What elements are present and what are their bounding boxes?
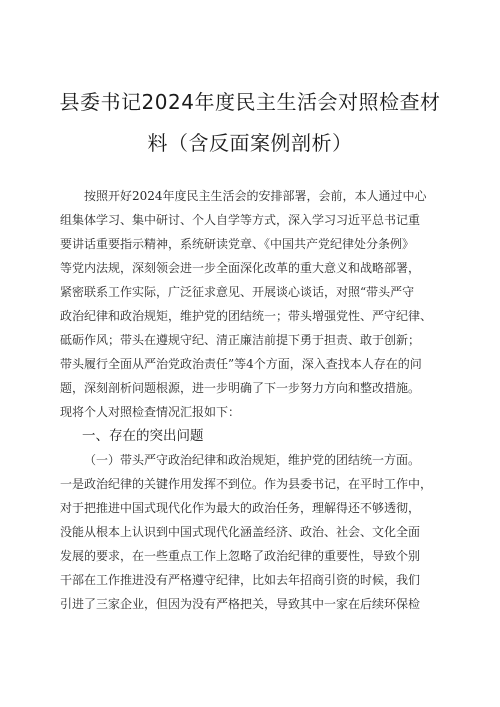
intro-paragraph-line: 现将个人对照检查情况汇报如下： xyxy=(60,405,241,419)
document-title-line-1: 县委书记2024年度民主生活会对照检查材 xyxy=(59,90,441,114)
intro-paragraph-line: 政治纪律和政治规矩，维护党的团结统一；带头增强党性、严守纪律、 xyxy=(60,309,433,323)
section-heading: 一、存在的突出问题 xyxy=(82,428,204,444)
section-paragraph-line: 没能从根本上认识到中国式现代化涵盖经济、政治、社会、文化全面 xyxy=(60,525,421,539)
intro-paragraph-line: 等党内法规，深刻领会进一步全面深化改革的重大意义和战略部署， xyxy=(60,261,421,275)
document-title-line-2: 料（含反面案例剖析） xyxy=(147,131,353,155)
intro-paragraph-line: 按照开好2024年度民主生活会的安排部署，会前，本人通过中心 xyxy=(84,189,427,203)
intro-paragraph-line: 组集体学习、集中研讨、个人自学等方式，深入学习习近平总书记重 xyxy=(60,213,421,227)
section-paragraph-line: 一是政治纪律的关键作用发挥不到位。作为县委书记，在平时工作中， xyxy=(60,477,433,491)
intro-paragraph-line: 要讲话重要指示精神，系统研读党章、《中国共产党纪律处分条例》 xyxy=(60,237,415,251)
section-paragraph-line: 干部在工作推进没有严格遵守纪律，比如去年招商引资的时候，我们 xyxy=(60,573,421,587)
intro-paragraph-line: 带头履行全面从严治党政治责任”等4个方面，深入查找本人存在的问 xyxy=(60,357,422,371)
section-paragraph-line: （一）带头严守政治纪律和政治规矩，维护党的团结统一方面。 xyxy=(84,453,421,467)
intro-paragraph-line: 砥砺作风；带头在遵规守纪、清正廉洁前提下勇于担责、敢于创新； xyxy=(60,333,421,347)
intro-paragraph-line: 紧密联系工作实际，广泛征求意见、开展谈心谈话，对照“带头严守 xyxy=(60,285,415,299)
section-paragraph-line: 对于把推进中国式现代化作为最大的政治任务，理解得还不够透彻， xyxy=(60,501,421,515)
section-paragraph-line: 发展的要求，在一些重点工作上忽略了政治纪律的重要性，导致个别 xyxy=(60,549,421,563)
intro-paragraph-line: 题，深刻剖析问题根源，进一步明确了下一步努力方向和整改措施。 xyxy=(60,381,421,395)
section-paragraph-line: 引进了三家企业，但因为没有严格把关，导致其中一家在后续环保检 xyxy=(60,597,421,611)
